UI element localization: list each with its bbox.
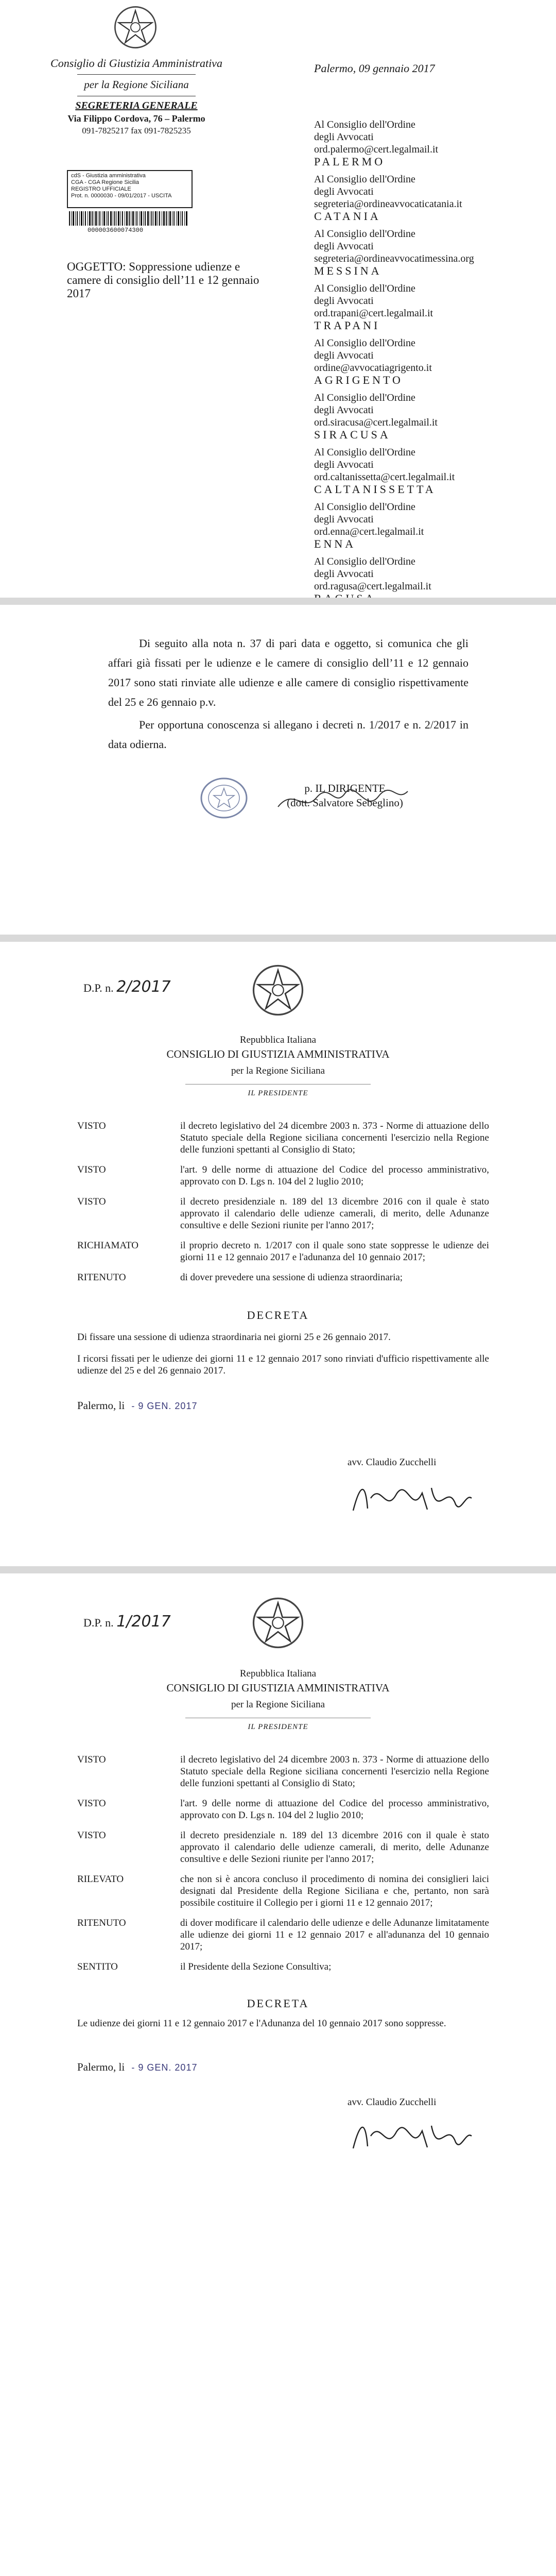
recital-key: VISTO xyxy=(77,1798,106,1809)
decree-paragraph: Di fissare una sessione di udienza straordinaria nei giorni 25 e 26 gennaio 2017. xyxy=(77,1332,391,1343)
recipient-line: Al Consiglio dell'Ordine xyxy=(314,228,415,240)
decree-number-handwritten: 1/2017 xyxy=(116,1613,171,1631)
recital-row xyxy=(77,1240,489,1263)
page-separator xyxy=(0,1566,556,1573)
stamp-line: cdS - Giustizia amministrativa xyxy=(71,173,146,179)
place-label: Palermo, li xyxy=(77,1399,125,1412)
signer-name: avv. Claudio Zucchelli xyxy=(348,1457,437,1468)
recipient-email[interactable]: ord.trapani@cert.legalmail.it xyxy=(314,308,433,319)
recipient xyxy=(314,228,541,277)
recital-text: il decreto legislativo del 24 dicembre 2003 n. 373 - Norme di attuazione dello Statuto speciale della Regione siciliana concernenti l'esercizio nella Regione delle funzioni spettanti al Consiglio di Stato; xyxy=(180,1121,489,1155)
recital-row xyxy=(77,1196,489,1231)
recital-text: il Presidente della Sezione Consultiva; xyxy=(180,1961,332,1972)
place-date xyxy=(77,1399,197,1412)
letter-page xyxy=(0,0,556,598)
recipient-line: Al Consiglio dell'Ordine xyxy=(314,174,415,185)
recital-key: VISTO xyxy=(77,1754,106,1765)
recipient-line: degli Avvocati xyxy=(314,404,374,416)
recital-key: RICHIAMATO xyxy=(77,1240,138,1251)
recital-row xyxy=(77,1961,489,1973)
recipient-line: Al Consiglio dell'Ordine xyxy=(314,501,415,513)
republic-emblem-icon xyxy=(112,4,159,50)
recital-text: il decreto legislativo del 24 dicembre 2003 n. 373 - Norme di attuazione dello Statuto speciale della Regione siciliana concernenti l'esercizio nella Regione delle funzioni spettanti al Consiglio di Stato; xyxy=(180,1754,489,1789)
president-heading: IL PRESIDENTE xyxy=(248,1089,308,1097)
recipient xyxy=(314,446,541,496)
recital-key: VISTO xyxy=(77,1164,106,1175)
recital-row xyxy=(77,1120,489,1156)
recipient-line: degli Avvocati xyxy=(314,186,374,197)
recipient-city: PALERMO xyxy=(314,155,386,168)
recipient-line: Al Consiglio dell'Ordine xyxy=(314,447,415,458)
recital-key: RITENUTO xyxy=(77,1272,126,1283)
recital-row xyxy=(77,1829,489,1865)
header-office: SEGRETERIA GENERALE xyxy=(75,100,198,111)
recipient-city: SIRACUSA xyxy=(314,428,391,441)
council-heading: CONSIGLIO DI GIUSTIZIA AMMINISTRATIVA xyxy=(166,1682,390,1694)
office-stamp-icon xyxy=(198,775,250,821)
recipient-email[interactable]: ord.ragusa@cert.legalmail.it xyxy=(314,581,431,592)
recipient-line: degli Avvocati xyxy=(314,241,374,252)
recital-row xyxy=(77,1873,489,1909)
recital-text: il proprio decreto n. 1/2017 con il quale sono state soppresse le udienze dei giorni 11 e 12 gennaio 2017 e l'adunanza del 10 gennaio 2017; xyxy=(180,1240,489,1263)
stamp-line: Prot. n. 0000030 - 09/01/2017 - USCITA xyxy=(71,193,172,199)
recital-row xyxy=(77,1917,489,1953)
decree-number xyxy=(83,1613,171,1631)
date-stamp: - 9 GEN. 2017 xyxy=(131,1401,198,1411)
header-org: Consiglio di Giustizia Amministrativa xyxy=(50,57,222,70)
recital-row xyxy=(77,1754,489,1789)
recital-key: VISTO xyxy=(77,1121,106,1131)
recipient-city: CALTANISSETTA xyxy=(314,483,436,496)
president-heading: IL PRESIDENTE xyxy=(248,1723,308,1731)
republic-emblem-icon xyxy=(250,1595,306,1651)
recipient-line: Al Consiglio dell'Ordine xyxy=(314,283,415,294)
republic-emblem-icon xyxy=(250,962,306,1018)
recipient-city: ENNA xyxy=(314,537,356,550)
recital-text: che non si è ancora concluso il procedimento di nomina dei consiglieri laici designati dal Presidente della Regione Siciliana e che, pertanto, non sarà possibile costituire il Collegio per i giorni 11 e 12 gennaio 2017; xyxy=(180,1874,489,1908)
signer-title: p. IL DIRIGENTE xyxy=(304,782,386,794)
recitals xyxy=(77,1754,489,1981)
recipient-line: degli Avvocati xyxy=(314,295,374,307)
page-separator xyxy=(0,935,556,942)
recipient-line: degli Avvocati xyxy=(314,514,374,525)
recipient-line: degli Avvocati xyxy=(314,459,374,470)
recipient-list xyxy=(314,118,541,610)
recital-text: il decreto presidenziale n. 189 del 13 dicembre 2016 con il quale è stato approvato il calendario delle udienze camerali, di merito, delle Adunanze consultive e delle Sezioni riunite per l'anno 2017; xyxy=(180,1830,489,1865)
stamp-line: CGA - CGA Regione Sicilia xyxy=(71,179,140,185)
decree-number-prefix: D.P. n. xyxy=(83,1616,114,1629)
recipient-city: MESSINA xyxy=(314,264,382,277)
recital-key: RILEVATO xyxy=(77,1874,124,1885)
recipient-email[interactable]: ord.siracusa@cert.legalmail.it xyxy=(314,417,438,428)
recipient-line: degli Avvocati xyxy=(314,131,374,143)
recipient-city: TRAPANI xyxy=(314,319,380,332)
recipient-line: Al Consiglio dell'Ordine xyxy=(314,119,415,130)
recipient-email[interactable]: segreteria@ordineavvocaticatania.it xyxy=(314,198,462,210)
decree-number-prefix: D.P. n. xyxy=(83,981,114,994)
decree-1-page xyxy=(0,1573,556,2576)
signer-name: avv. Claudio Zucchelli xyxy=(348,2097,437,2108)
decreta-heading: DECRETA xyxy=(247,1997,309,2010)
decree-paragraph: Le udienze dei giorni 11 e 12 gennaio 2017 e l'Adunanza del 10 gennaio 2017 sono soppresse. xyxy=(77,2018,446,2029)
recital-text: l'art. 9 delle norme di attuazione del Codice del processo amministrativo, approvato con D. Lgs n. 104 del 2 luglio 2010; xyxy=(180,1164,489,1187)
header-address: Via Filippo Cordova, 76 – Palermo xyxy=(67,113,205,124)
recipient xyxy=(314,173,541,223)
stamp-line: REGISTRO UFFICIALE xyxy=(71,186,131,192)
barcode-icon xyxy=(67,211,190,226)
decreta-heading: DECRETA xyxy=(247,1309,309,1321)
signer-name: (dott. Salvatore Sebeglino) xyxy=(287,796,403,809)
recipient-email[interactable]: segreteria@ordineavvocatimessina.org xyxy=(314,253,474,264)
place-date xyxy=(77,2061,197,2074)
protocol-stamp xyxy=(67,170,190,237)
subject-line: OGGETTO: Soppressione udienze e camere di consiglio dell’11 e 12 gennaio 2017 xyxy=(67,260,259,300)
decree-paragraph: I ricorsi fissati per le udienze dei giorni 11 e 12 gennaio 2017 sono rinviati d'ufficio rispettivamente alle udienze del 25 e del 26 gennaio 2017. xyxy=(77,1353,489,1376)
recipient-email[interactable]: ord.caltanissetta@cert.legalmail.it xyxy=(314,471,455,483)
recipient-line: degli Avvocati xyxy=(314,568,374,580)
recipient-city: CATANIA xyxy=(314,210,381,223)
recipient xyxy=(314,118,541,168)
region-heading: per la Regione Siciliana xyxy=(231,1065,325,1076)
recipient-email[interactable]: ordine@avvocatiagrigento.it xyxy=(314,362,432,374)
recipient xyxy=(314,282,541,332)
recipient-line: degli Avvocati xyxy=(314,350,374,361)
cover-note-page xyxy=(0,605,556,935)
region-heading: per la Regione Siciliana xyxy=(231,1699,325,1710)
recipient-email[interactable]: ord.enna@cert.legalmail.it xyxy=(314,526,424,537)
header-region: per la Regione Siciliana xyxy=(84,78,189,91)
header-phones: 091-7825217 fax 091-7825235 xyxy=(82,126,191,135)
decree-2-page xyxy=(0,942,556,1566)
council-heading: CONSIGLIO DI GIUSTIZIA AMMINISTRATIVA xyxy=(166,1048,390,1060)
recipient-line: Al Consiglio dell'Ordine xyxy=(314,337,415,349)
signature-icon xyxy=(350,1478,474,1519)
recipient xyxy=(314,501,541,550)
recital-row xyxy=(77,1272,489,1283)
decree-number xyxy=(83,978,171,996)
header-rule xyxy=(77,74,196,75)
recital-text: di dover prevedere una sessione di udienza straordinaria; xyxy=(180,1272,403,1283)
recipient-email[interactable]: ord.palermo@cert.legalmail.it xyxy=(314,144,439,155)
recipient-line: Al Consiglio dell'Ordine xyxy=(314,392,415,403)
republic-heading: Repubblica Italiana xyxy=(239,1035,317,1045)
page-separator xyxy=(0,598,556,605)
recital-key: SENTITO xyxy=(77,1961,118,1972)
recipient xyxy=(314,392,541,441)
recital-text: il decreto presidenziale n. 189 del 13 dicembre 2016 con il quale è stato approvato il calendario delle udienze camerali, di merito, delle Adunanze consultive e delle Sezioni riunite per l'anno 2017; xyxy=(180,1196,489,1231)
date-stamp: - 9 GEN. 2017 xyxy=(131,2062,198,2073)
recital-text: l'art. 9 delle norme di attuazione del Codice del processo amministrativo, approvato con D. Lgs n. 104 del 2 luglio 2010; xyxy=(180,1798,489,1821)
cover-note-paragraph: Per opportuna conoscenza si allegano i decreti n. 1/2017 e n. 2/2017 in data odierna. xyxy=(108,718,468,751)
recital-key: RITENUTO xyxy=(77,1918,126,1928)
recipient-city: AGRIGENTO xyxy=(314,374,403,386)
letter-date: Palermo, 09 gennaio 2017 xyxy=(314,62,435,75)
recital-key: VISTO xyxy=(77,1196,106,1207)
recital-row xyxy=(77,1164,489,1188)
signature-icon xyxy=(350,2115,474,2157)
recitals xyxy=(77,1120,489,1292)
barcode-text: 000003600074300 xyxy=(88,227,144,234)
recipient xyxy=(314,337,541,386)
recital-key: VISTO xyxy=(77,1830,106,1841)
cover-note-paragraph: Di seguito alla nota n. 37 di pari data e oggetto, si comunica che gli affari già fissati per le udienze e le camere di consiglio dell’11 e 12 gennaio 2017 sono stati rinviate alle udienze e alle camere di consiglio rispettivamente del 25 e 26 gennaio p.v. xyxy=(108,637,468,708)
recital-row xyxy=(77,1798,489,1821)
recital-text: di dover modificare il calendario delle udienze e delle Adunanze limitatamente alle udienze dei giorni 11 e 12 gennaio 2017 e all'adunanza del 10 gennaio 2017; xyxy=(180,1918,489,1952)
recipient-line: Al Consiglio dell'Ordine xyxy=(314,556,415,567)
place-label: Palermo, li xyxy=(77,2061,125,2073)
decree-number-handwritten: 2/2017 xyxy=(116,978,171,996)
republic-heading: Repubblica Italiana xyxy=(239,1668,317,1679)
